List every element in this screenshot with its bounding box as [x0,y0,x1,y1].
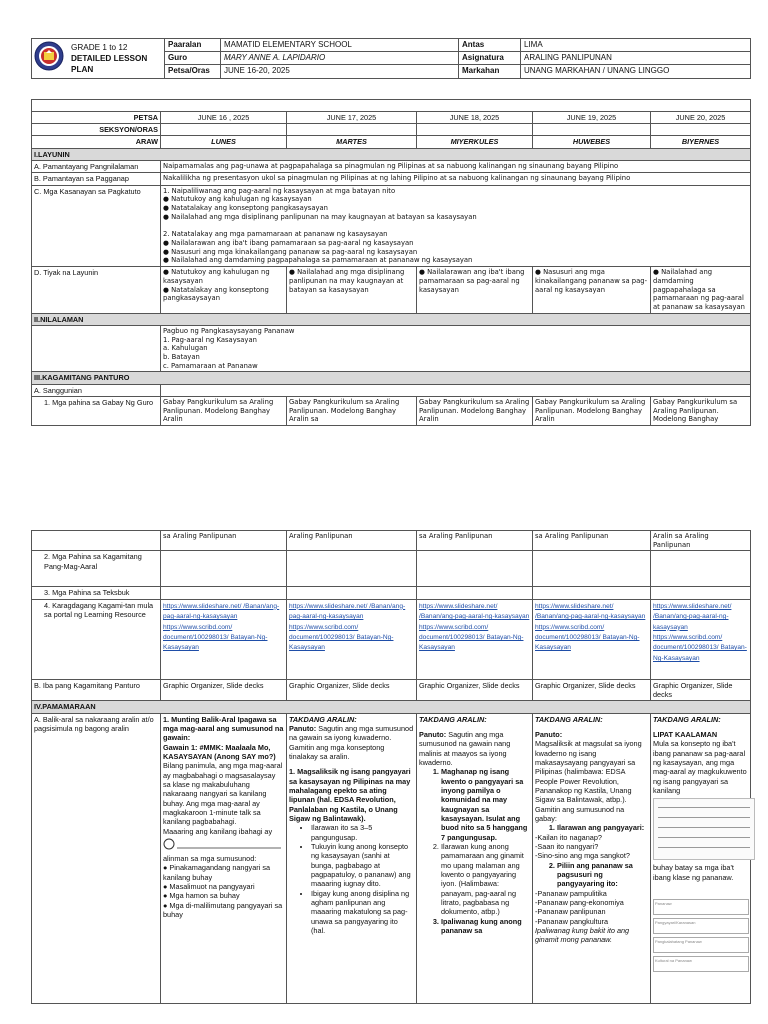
school-label: Paaralan [165,39,221,52]
mini-field: Kultural na Pananaw [653,956,749,972]
date-label: Petsa/Oras [165,65,221,78]
plan-title: DETAILED LESSON PLAN [71,53,148,74]
mini-field: Pangyayari/Karanasan [653,918,749,934]
gawain-item: ● Mga di-malilimutang pangyayari sa buhay [163,900,283,919]
date-wed: JUNE 18, 2025 [417,111,533,123]
takdang-aralin-title: TAKDANG ARALIN: [419,714,487,724]
subject-label: Asignatura [459,52,521,65]
pamantayan-pagganap-label: B. Pamantayan sa Pagganap [32,173,161,185]
pamamaraan-mon [161,713,287,1003]
gabay-guro-label: 1. Mga pahina sa Gabay Ng Guro [32,397,161,426]
kasanayan-list [161,185,751,267]
slideshare-link[interactable]: https://www.slideshare.net/ /Banan/ang-pag-aaral-ng-kasaysayan [289,602,406,621]
guide-question: -Saan ito nangyari? [535,841,599,851]
task-text: 1. Magsaliksik ng isang pangyayari sa kasaysayan ng Pilipinas na may mahalagang epekto sa ating lipunan (hal. EDSA Revolution, Panlalaban ng Kastila, o Unang Sigaw ng Balintawak). [289,767,411,823]
slideshare-link[interactable]: https://www.slideshare.net/ /Banan/ang-pag-aaral-ng-kasaysayan [419,602,530,621]
pamamaraan-wed [417,713,533,1003]
munting-balik-aral-title: 1. Munting Balik-Aral Ipagawa sa mga mag-aaral ang sumusunod na gawain: [163,714,284,743]
pananaw-item: -Pananaw panlipunan [535,907,606,917]
grade-range: GRADE 1 to 12 [71,42,128,52]
layunin-heading: I.LAYUNIN [32,148,751,160]
speech-bubble-icon [163,836,283,854]
header-table [31,38,751,79]
gabay-fri: Gabay Pangkurikulum sa Araling Panlipunan. Modelong Banghay [651,397,751,426]
pamantayan-pagganap-text: Nakalilikha ng presentasyon ukol sa pinagmulan ng Pilipinas at ng lahing Pilipino at sa nabuong kalinangan ng sinaunang bayang Pilipino [161,173,751,185]
task-bullet: • Tukuyin kung anong konsepto ng kasaysayan (sanhi at bunga, pagbabago at pagpapatuloy, o pananaw) ang maaaring iugnay dito. [311,842,414,889]
pamantayang-pangnilalaman-text: Naipamamalas ang pag-unawa at pagpapahalaga sa pinagmulan ng Pilipinas at sa nabuong kalinangan ng sinaunang bayang Pilipino [161,161,751,173]
sanggunian-label: A. Sanggunian [32,384,161,396]
kasanayan-line: ● Nailalarawan ang iba't ibang pamamaraan sa pag-aaral ng kasaysayan [163,239,414,248]
takdang-aralin-title: TAKDANG ARALIN: [653,714,721,724]
nilalaman-line: c. Pamamaraan at Pananaw [163,361,258,370]
guide-question: -Sino-sino ang mga sangkot? [535,851,630,861]
kagamitan-wed: Graphic Organizer, Slide decks [417,679,533,701]
pananaw-item: -Pananaw pangkultura [535,916,609,926]
kasanayan-line: ● Nailalahad ang damdaming pagpapahalaga sa pamamaraan at pananaw ng kasaysayan [163,256,473,265]
kasanayan-line: ● Nasusuri ang mga kinakailangang pananaw sa pag-aaral ng kasaysayan [163,247,418,256]
lipat-kaalaman-body: Mula sa konsepto ng iba't ibang pananaw sa pag-aaral ng kasaysayan, ang mga mag-aaral ay magkukuwento ng isang pangyayari sa kanilang [653,739,747,795]
nilalaman-list [161,325,751,371]
section-label: SEKSYON/ORAS [32,124,161,136]
speech-line [163,836,284,854]
balik-aral-label: A. Balik-aral sa nakaraang aralin at/o pagsisimula ng bagong aralin [32,713,161,1003]
date-thu: JUNE 19, 2025 [533,111,651,123]
day-tue: MARTES [287,136,417,148]
pamantayang-pangnilalaman-label: A. Pamantayang Pangnilalaman [32,161,161,173]
nilalaman-line: a. Kahulugan [163,344,208,353]
kasanayan-line: ● Natatalakay ang konseptong pangkasaysayan [163,204,328,213]
gabay-thu: Gabay Pangkurikulum sa Araling Panlipunan. Modelong Banghay Aralin [533,397,651,426]
task-item: 1. Maghanap ng isang kwento o pangyayari sa inyong pamilya o komunidad na may kaugnayan sa kasaysayan. Isulat ang buod nito sa 5 hanggang 7 pangungusap. [441,767,530,842]
gabay-tue: Gabay Pangkurikulum sa Araling Panlipunan. Modelong Banghay Aralin sa [287,397,417,426]
step-1: 1. Ilarawan ang pangyayari: [557,823,648,832]
quarter-value: UNANG MARKAHAN / UNANG LINGGO [521,65,751,78]
kasanayan-line: 1. Naipaliliwanag ang pag-aaral ng kasaysayan at mga batayan nito [163,186,396,195]
tiyak-layunin-mon: ● Natutukoy ang kahulugan ng kasaysayan ● Natatalakay ang konseptong pangkasaysayan [161,267,287,313]
worksheet-thumbnail [653,798,755,860]
teksbuk-label: 3. Mga Pahina sa Teksbuk [32,587,161,599]
teacher-label: Guro [165,52,221,65]
tiyak-layunin-thu: ● Nasusuri ang mga kinakailangang pananaw sa pag-aaral ng kasaysayan [533,267,651,313]
gawain-item: ● Mga hamon sa buhay [163,891,240,901]
date-fri: JUNE 20, 2025 [651,111,751,123]
day-thu: HUWEBES [533,136,651,148]
lesson-table-part-2 [31,530,751,1004]
quarter-label: Markahan [459,65,521,78]
scribd-link[interactable]: https://www.scribd.com/ document/100298013/ Batayan-Ng-Kasaysayan [419,623,524,652]
grade-level-label: Antas [459,39,521,52]
day-wed: MIYERKULES [417,136,533,148]
lesson-plan-page-1 [31,38,750,426]
date-tue: JUNE 17, 2025 [287,111,417,123]
task-item: 2. Ilarawan kung anong pamamaraan ang ginamit mo upang malaman ang kwento o pangyayaring iyon. (Halimbawa: panayam, pag-aaral ng litrato, pagbabasa ng dokumento, atbp.) [441,842,530,917]
scribd-link[interactable]: https://www.scribd.com/ document/100298013/ Batayan-Ng-Kasaysayan [653,634,747,662]
scribd-link[interactable]: https://www.scribd.com/ document/100298013/ Batayan-Ng-Kasaysayan [289,623,394,652]
tiyak-na-layunin-label: D. Tiyak na Layunin [32,267,161,313]
day-mon: LUNES [161,136,287,148]
panuto-text: Magsaliksik at magsulat sa iyong kwaderno ng isang makasaysayang pangyayari sa Pilipinas (halimbawa: EDSA People Power Revolution, Pananakop ng Kastila, Unang Sigaw sa Balintawak, atbp.). Gamitin ang sumusunod na gabay: [535,739,642,823]
gabay-cont-mon: sa Araling Panlipunan [161,531,287,551]
pamamaraan-fri [651,713,751,1003]
kasanayan-line: ● Nailalahad ang mga disiplinang panlipunan na may kaugnayan at batayan sa kasaysayan [163,212,477,221]
panuto-text: Sagutin ang mga sumusunod na gawain sa iyong kuwaderno. Gamitin ang mga konseptong tinalakay sa aralin. [289,724,414,761]
day-fri: BIYERNES [651,136,751,148]
gawain-prompt-2: alinman sa mga sumusunod: [163,853,257,863]
panuto-label: Panuto: [535,730,563,740]
takdang-aralin-title: TAKDANG ARALIN: [535,714,603,724]
deped-seal-cell [32,39,165,79]
teacher-value: MARY ANNE A. LAPIDARIO [221,52,459,65]
gawain-item: ● Masalimuot na pangyayari [163,881,255,891]
gabay-cont-tue: Araling Panlipunan [287,531,417,551]
gabay-cont-thu: sa Araling Panlipunan [533,531,651,551]
deped-seal-icon [34,41,64,71]
gawain-title: Gawain 1: #MMK: Maalaala Mo, KASAYSAYAN (Anong SAY mo?) [163,742,276,761]
petsa-label: PETSA [32,111,161,123]
mini-field: Pananaw [653,899,749,915]
slideshare-link[interactable]: https://www.slideshare.net/ /Banan/ang-pag-aaral-ng-kasaysayan [653,602,732,631]
lesson-table-part-1 [31,99,751,426]
gawain-body: Bilang panimula, ang mga mag-aaral ay magbabahagi o magsasalaysay sa klase ng makabuluhang nakaraang nangyari sa kanilang buhay. Ang mga mag-aaral ay magkakaroon 1-minute talk sa kanilang pagbabahagi. [163,761,283,827]
tiyak-layunin-wed: ● Nailalarawan ang iba't ibang pamamaraan sa pag-aaral ng kasaysayan [417,267,533,313]
task-bullet: • Ibigay kung anong disiplina ng agham panlipunan ang maaaring makatulong sa pag-unawa sa pangyayaring ito (hal. [311,889,414,936]
mini-field: Pangkalahatang Pananaw [653,937,749,953]
kagamitan-heading: III.KAGAMITANG PANTURO [32,372,751,384]
nilalaman-line: 1. Pag-aaral ng Kasaysayan [163,335,257,344]
kasanayan-label: C. Mga Kasanayan sa Pagkatuto [32,185,161,267]
pamamaraan-tue [287,713,417,1003]
date-mon: JUNE 16 , 2025 [161,111,287,123]
kagamitan-thu: Graphic Organizer, Slide decks [533,679,651,701]
kagamitan-tue: Graphic Organizer, Slide decks [287,679,417,701]
gawain-prompt: Maaaring ang kanilang ibahagi ay [163,826,273,836]
day-label: ARAW [32,136,161,148]
task-bullet: • Ilarawan ito sa 3–5 pangungusap. [311,823,414,842]
pananaw-item: -Pananaw pampulitika [535,888,607,898]
gabay-cont-fri: Aralin sa Araling Panlipunan [651,531,751,551]
school-value: MAMATID ELEMENTARY SCHOOL [221,39,459,52]
scribd-link[interactable]: https://www.scribd.com/ document/100298013/ Batayan-Ng-Kasaysayan [535,623,640,652]
kasanayan-line: 2. Natatalakay ang mga pamamaraan at pananaw ng kasaysayan [163,230,388,239]
slideshare-link[interactable]: https://www.slideshare.net/ /Banan/ang-pag-aaral-ng-kasaysayan [535,602,646,621]
gabay-mon: Gabay Pangkurikulum sa Araling Panlipunan. Modelong Banghay Aralin [161,397,287,426]
guide-question: -Kailan ito naganap? [535,832,602,842]
kagamitang-mag-aaral-label: 2. Mga Pahina sa Kagamitang Pang-Mag-Aaral [32,551,161,587]
closing-text: Ipaliwanag kung bakit ito ang ginamit mong pananaw. [535,925,630,945]
kagamitan-fri: Graphic Organizer, Slide decks [651,679,751,701]
gawain-item: ● Pinakamagandang nangyari sa kanilang buhay [163,863,271,882]
nilalaman-heading: II.NILALAMAN [32,313,751,325]
scribd-link[interactable]: https://www.scribd.com/ document/100298013/ Batayan-Ng-Kasaysayan [163,623,268,652]
lipat-kaalaman-body-2: buhay batay sa mga iba't ibang klase ng pananaw. [653,863,734,882]
grade-level-value: LIMA [521,39,751,52]
panuto-label: Panuto: [289,724,317,734]
pananaw-item: -Pananaw pang-ekonomiya [535,897,624,907]
lesson-plan-page-2 [31,530,750,1004]
takdang-aralin-title: TAKDANG ARALIN: [289,714,357,724]
task-item: 3. Ipaliwanag kung anong pananaw sa [441,917,530,936]
kagamitan-mon: Graphic Organizer, Slide decks [161,679,287,701]
gabay-wed: Gabay Pangkurikulum sa Araling Panlipunan. Modelong Banghay Aralin [417,397,533,426]
panuto-label: Panuto: [419,730,447,740]
iba-pang-kagamitan-label: B. Iba pang Kagamitang Panturo [32,679,161,701]
nilalaman-line: b. Batayan [163,353,200,361]
gabay-cont-wed: sa Araling Panlipunan [417,531,533,551]
slideshare-link[interactable]: https://www.slideshare.net/ /Banan/ang-pag-aaral-ng-kasaysayan [163,602,280,621]
subject-value: ARALING PANLIPUNAN [521,52,751,65]
portal-label: 4. Karagdagang Kagami-tan mula sa portal ng Learning Resource [32,599,161,679]
kasanayan-line: ● Natutukoy ang kahulugan ng kasaysayan [163,195,312,204]
tiyak-layunin-tue: ● Nailalahad ang mga disiplinang panlipunan na may kaugnayan at batayan sa kasaysayan [287,267,417,313]
pamamaraan-heading: IV.PAMAMARAAN [32,701,751,713]
pamamaraan-thu [533,713,651,1003]
date-value: JUNE 16-20, 2025 [221,65,459,78]
panuto-text: Sagutin ang mga sumusunod na gawain nang malinis at maayos sa iyong kwaderno. [419,730,511,767]
nilalaman-line: Pagbuo ng Pangkasaysayang Pananaw [163,326,295,335]
step-2: 2. Piliin ang pananaw sa pagsusuri ng pangyayaring ito: [557,861,648,889]
tiyak-layunin-fri: ● Nailalahad ang damdaming pagpapahalaga sa pamamaraan ng pag-aaral at pananaw sa kasaysayan [651,267,751,313]
lipat-kaalaman-title: LIPAT KAALAMAN [653,730,718,740]
